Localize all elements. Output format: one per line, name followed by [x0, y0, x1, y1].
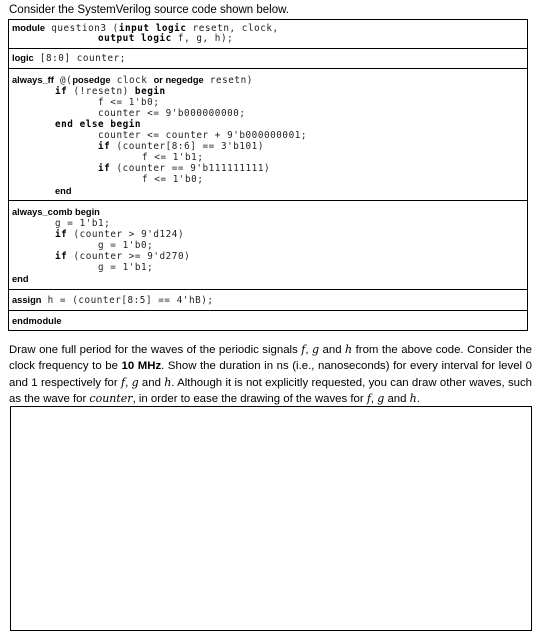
divider: [9, 310, 527, 311]
code-line: end: [55, 186, 72, 196]
code-line: logic [8:0] counter;: [12, 53, 126, 64]
code-line: if (counter > 9'd124): [55, 229, 185, 240]
divider: [9, 200, 527, 201]
code-line: module question3 (input logic resetn, clock,: [12, 23, 279, 34]
code-line: if (counter >= 9'd270): [55, 251, 191, 262]
code-line: endmodule: [12, 316, 62, 326]
code-line: f <= 1'b0;: [142, 174, 204, 185]
code-line: g = 1'b0;: [98, 240, 154, 251]
question-text: Draw one full period for the waves of the periodic signals f, g and h from the above code. Consider the clock frequency to be 10 MHz. Show the duration in ns (i.e., nanoseconds) for every interval for level 0 and 1 respectively for f, g and h. Although it is not explicitly requested, you can draw other waves, such as the wave for counter, in order to ease the drawing of the waves for f, g and h.: [9, 343, 533, 406]
answer-box[interactable]: [10, 406, 532, 631]
code-listing: [8, 19, 528, 331]
code-line: if (!resetn) begin: [55, 86, 166, 97]
intro-text: Consider the SystemVerilog source code shown below.: [9, 4, 289, 16]
code-line: always_comb begin: [12, 207, 100, 217]
code-line: output logic f, g, h);: [98, 33, 234, 44]
code-line: counter <= counter + 9'b000000001;: [98, 130, 308, 141]
code-line: g = 1'b1;: [98, 262, 154, 273]
divider: [9, 68, 527, 69]
divider: [9, 48, 527, 49]
code-line: f <= 1'b1;: [142, 152, 204, 163]
code-line: end else begin: [55, 119, 142, 130]
code-line: counter <= 9'b000000000;: [98, 108, 246, 119]
code-line: f <= 1'b0;: [98, 97, 160, 108]
code-line: if (counter[8:6] == 3'b101): [98, 141, 264, 152]
code-line: g = 1'b1;: [55, 218, 111, 229]
code-line: end: [12, 274, 29, 284]
code-line: assign h = (counter[8:5] == 4'hB);: [12, 295, 214, 306]
code-line: if (counter == 9'b111111111): [98, 163, 271, 174]
code-line: always_ff @(posedge clock or negedge resetn): [12, 75, 253, 86]
divider: [9, 289, 527, 290]
